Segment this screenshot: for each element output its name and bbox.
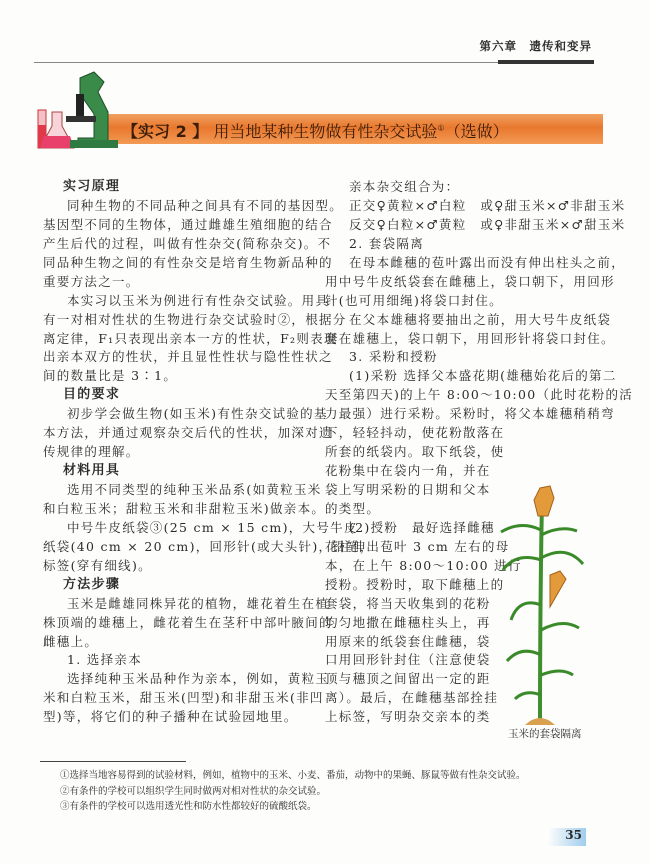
- text-line: 本，在上午 8:00～10:00 进行: [325, 557, 522, 573]
- figure-caption: 玉米的套袋隔离: [508, 728, 582, 740]
- text-line: 产生后代的过程，叫做有性杂交(简称杂交)。不: [43, 235, 332, 251]
- text-line: 在母本雌穗的苞叶露出而没有伸出柱头之前，: [349, 254, 626, 270]
- text-line: 用中号牛皮纸袋套在雌穗上，袋口朝下，用回形: [325, 273, 615, 289]
- header-rule-accent: [498, 60, 594, 64]
- text-line: 中号牛皮纸袋③(25 cm × 15 cm)，大号牛皮: [67, 519, 358, 535]
- footnotes: [60, 768, 526, 815]
- text-line: 在父本雄穗将要抽出之前，用大号牛皮纸袋: [349, 311, 612, 327]
- text-line: 花粉集中在袋内一角，并在: [325, 463, 491, 479]
- text-line: 亲本杂交组合为：: [349, 179, 460, 194]
- text-line: 套袋，将当天收集到的花粉: [325, 595, 491, 611]
- footnote-1: ①选择当地容易得到的试验材料，例如，植物中的玉米、小麦、番茄，动物中的果蝇、豚鼠等做有性杂交试验。: [60, 770, 526, 781]
- section-heading: 目的要求: [63, 387, 121, 403]
- text-line: 初步学会做生物(如玉米)有性杂交试验的基: [67, 406, 328, 422]
- text-line: 花柱伸出苞叶 3 cm 左右的母: [325, 538, 510, 554]
- text-line: (1)采粉 选择父本盛花期(雄穗始花后的第二: [349, 368, 617, 384]
- text-line: 传规律的理解。: [43, 444, 140, 460]
- text-line: 2. 套袋隔离: [349, 235, 424, 251]
- section-heading: 材料用具: [63, 463, 121, 479]
- footnote-2: ②有条件的学校可以组织学生同时做两对相对性状的杂交试验。: [60, 785, 327, 797]
- text-line: 下，轻轻抖动，使花粉散落在: [325, 425, 505, 441]
- text-line: 反交♀白粒×♂黄粒 或♀非甜玉米×♂甜玉米: [349, 216, 626, 232]
- text-line: 米和白粒玉米，甜玉米(凹型)和非甜玉米(非凹: [43, 690, 324, 706]
- text-line: 离定律，F₁只表现出亲本一方的性状，F₂则表现: [43, 330, 338, 346]
- text-line: 所套的纸袋内。取下纸袋，使: [325, 444, 505, 460]
- page-number: 35: [548, 828, 586, 846]
- text-line: 雌穗上。: [43, 633, 99, 649]
- text-line: 同品种生物之间的有性杂交是培育生物新品种的: [43, 254, 333, 270]
- footnote-3: ③有条件的学校可以选用透光性和防水性都较好的硫酸纸袋。: [60, 801, 317, 812]
- text-line: 力最强）进行采粉。采粉时，将父本雄穗稍稍弯: [325, 406, 615, 422]
- text-line: 授粉。授粉时，取下雌穗上的: [325, 576, 505, 592]
- section-title-text: 用当地某种生物做有性杂交试验: [213, 122, 438, 141]
- text-line: 上标签，写明杂交亲本的类: [325, 709, 491, 725]
- text-line: 型)等，将它们的种子播种在试验园地里。: [43, 709, 298, 725]
- text-line: 本实习以玉米为例进行有性杂交试验。用具: [67, 292, 330, 308]
- text-line: 标签(穿有细线)。: [43, 557, 152, 573]
- text-line: 正交♀黄粒×♂白粒 或♀甜玉米×♂非甜玉米: [349, 197, 626, 213]
- section-label: 【实习 2 】: [122, 122, 209, 141]
- text-line: 套在雄穗上，袋口朝下，用回形针将袋口封住。: [325, 330, 615, 346]
- section-heading: 实习原理: [63, 179, 121, 194]
- text-line: 本方法，并通过观察杂交后代的性状，加深对遗: [43, 425, 333, 441]
- text-line: 选用不同类型的纯种玉米品系(如黄粒玉米: [67, 482, 322, 497]
- text-line: 和白粒玉米；甜粒玉米和非甜粒玉米)做亲本。: [43, 500, 326, 516]
- footnote-rule: [40, 761, 186, 762]
- text-line: 基因型不同的生物体，通过雌雄生殖细胞的结合: [43, 216, 333, 232]
- text-line: 天至第四天)的上午 8:00～10:00（此时花粉的活: [325, 387, 634, 403]
- section-title: [122, 119, 509, 142]
- corn-plant-illustration: [495, 480, 595, 730]
- lab-equipment-icon: [30, 70, 120, 150]
- text-line: 离）。最后，在雌穗基部拴挂: [325, 690, 499, 706]
- text-line: 口用回形针封住（注意使袋: [325, 652, 491, 668]
- text-line: 选择纯种玉米品种作为亲本，例如，黄粒玉: [67, 671, 330, 687]
- chapter-header: 第六章 遗传和变异: [479, 39, 592, 53]
- section-heading: 方法步骤: [63, 576, 121, 592]
- text-line: 1. 选择亲本: [67, 652, 142, 668]
- text-line: (2)授粉 最好选择雌穗: [349, 519, 495, 535]
- text-line: 用原来的纸袋套住雌穗，袋: [325, 633, 491, 649]
- text-line: 有一对相对性状的生物进行杂交试验时②，根据分: [43, 311, 347, 327]
- text-line: 3. 采粉和授粉: [349, 349, 438, 365]
- text-line: 的类型。: [325, 500, 381, 516]
- text-line: 株顶端的雄穗上，雌花着生在茎秆中部叶腋间的: [43, 614, 333, 630]
- section-title-suffix: （选做）: [444, 122, 509, 141]
- text-line: 玉米是雌雄同株异花的植物，雄花着生在植: [67, 595, 330, 611]
- text-line: 间的数量比是 3∶1。: [43, 368, 178, 384]
- text-line: 袋上写明采粉的日期和父本: [325, 482, 491, 497]
- text-line: 出亲本双方的性状，并且显性性状与隐性性状之: [43, 349, 333, 365]
- text-line: 顶与穗顶之间留出一定的距: [325, 671, 491, 687]
- text-line: 重要方法之一。: [43, 273, 140, 289]
- text-line: 纸袋(40 cm × 20 cm)，回形针(或大头针)，铅笔，: [43, 538, 374, 554]
- text-line: 均匀地撒在雌穗柱头上，再: [325, 614, 491, 630]
- footnote-ref: ①: [437, 123, 445, 133]
- text-line: 针(也可用细绳)将袋口封住。: [325, 292, 503, 308]
- text-line: 同种生物的不同品种之间具有不同的基因型。: [67, 197, 344, 213]
